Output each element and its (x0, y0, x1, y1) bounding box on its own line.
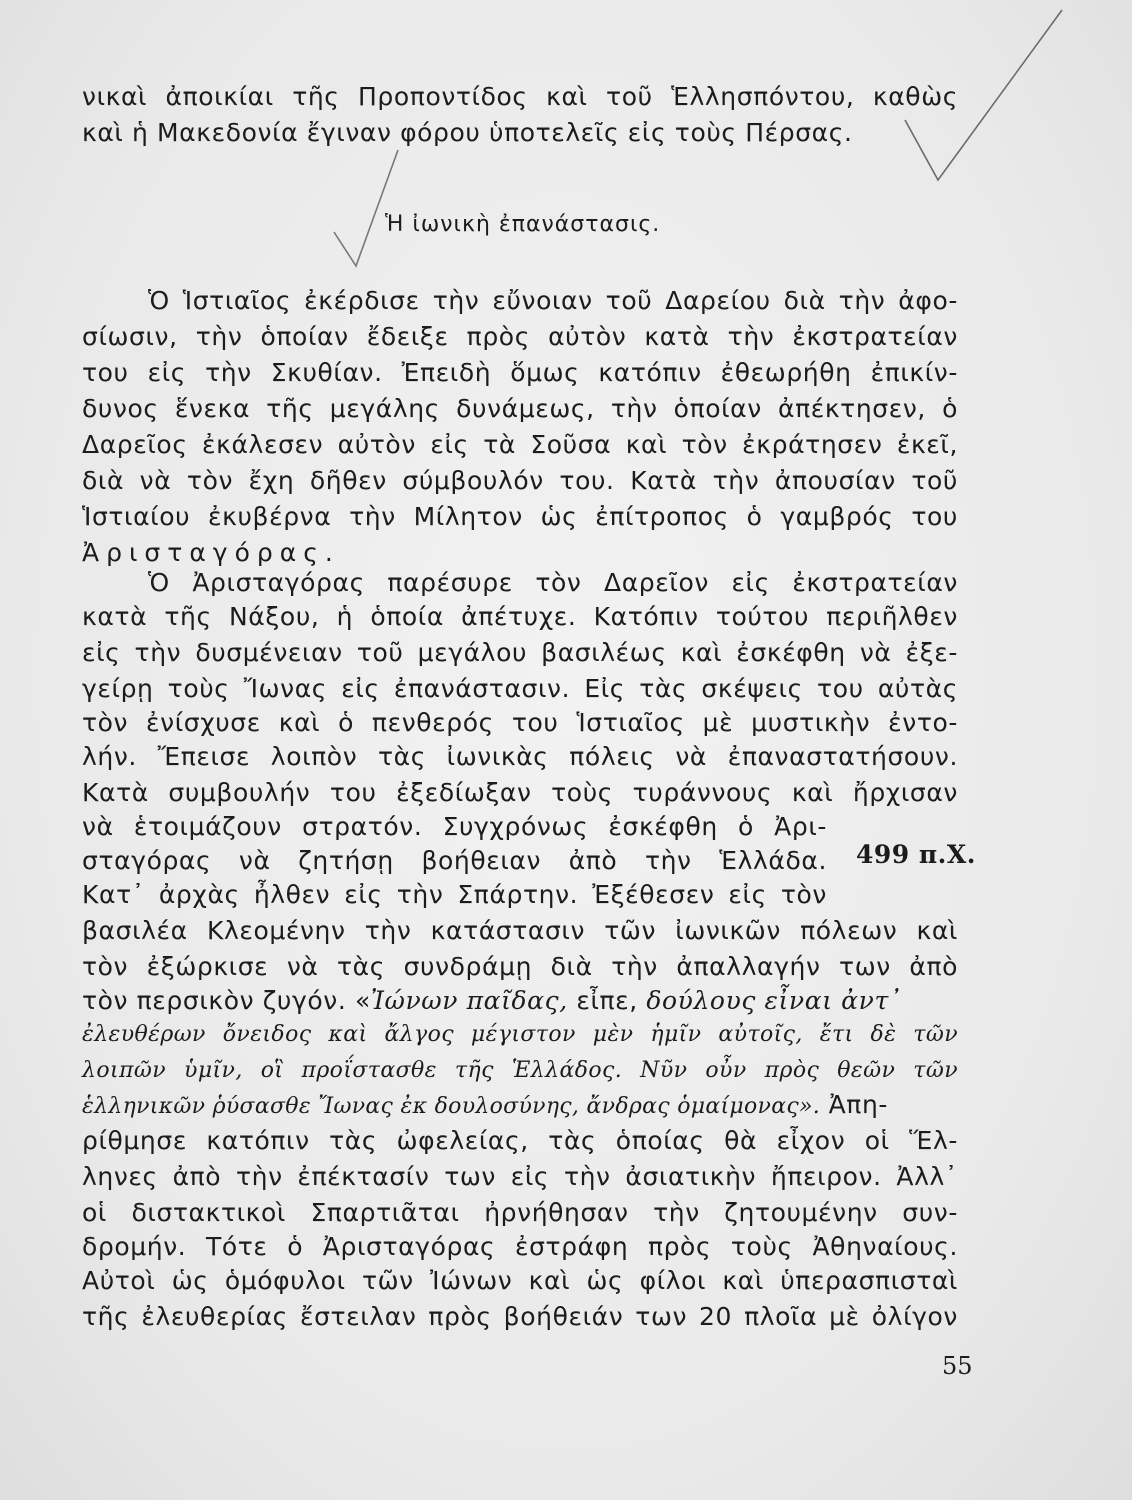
text-line: σίωσιν, τὴν ὁποίαν ἔδειξε πρὸς αὐτὸν κατὰ τὴν ἐκστρατείαν (82, 322, 958, 351)
text-line: διὰ νὰ τὸν ἔχη δῆθεν σύμβουλόν του. Κατὰ τὴν ἀπουσίαν τοῦ (82, 466, 958, 495)
section-heading: Ἡ ἰωνικὴ ἐπανάστασις. (385, 212, 661, 237)
text-line: εἰς τὴν δυσμένειαν τοῦ μεγάλου βασιλέως καὶ ἐσκέφθη νὰ ἐξε- (82, 638, 958, 667)
text-line-quote-start (82, 984, 958, 1018)
text-line-quote-end (82, 1088, 958, 1124)
quote-line: λοιπῶν ὑμῖν, οἳ προΐστασθε τῆς Ἑλλάδος. Νῦν οὖν πρὸς θεῶν τῶν (82, 1058, 958, 1083)
text-line: Ὁ Ἱστιαῖος ἐκέρδισε τὴν εὔνοιαν τοῦ Δαρείου διὰ τὴν ἀφο- (148, 286, 958, 315)
quote-text: δούλους εἶναι ἀντ᾽ (646, 986, 902, 1015)
text-line: Ἱστιαίου ἐκυβέρνα τὴν Μίλητον ὡς ἐπίτροπος ὁ γαμβρός του (82, 502, 958, 531)
text-line: βασιλέα Κλεομένην τὴν κατάστασιν τῶν ἰωνικῶν πόλεων καὶ (82, 916, 958, 945)
text-line: τὸν ἐνίσχυσε καὶ ὁ πενθερός του Ἱστιαῖος μὲ μυστικὴν ἐντο- (82, 708, 958, 737)
text-line: λήν. Ἔπεισε λοιπὸν τὰς ἰωνικὰς πόλεις νὰ ἐπαναστατήσουν. (82, 742, 958, 771)
quote-text: Ἰώνων παῖδας, (370, 986, 568, 1015)
text-line: δυνος ἕνεκα τῆς μεγάλης δυνάμεως, τὴν ὁποίαν ἀπέκτησεν, ὁ (82, 394, 958, 423)
text-line: καὶ ἡ Μακεδονία ἔγιναν φόρου ὑποτελεῖς εἰς τοὺς Πέρσας. (82, 118, 853, 147)
text-line: οἱ διστακτικοὶ Σπαρτιᾶται ἠρνήθησαν τὴν ζητουμένην συν- (82, 1198, 958, 1227)
margin-date-note: 499 π.Χ. (856, 840, 976, 869)
text-line: κατὰ τῆς Νάξου, ἡ ὁποία ἀπέτυχε. Κατόπιν τούτου περιῆλθεν (82, 602, 958, 631)
text-line: νὰ ἑτοιμάζουν στρατόν. Συγχρόνως ἐσκέφθη ὁ Ἀρι- (82, 812, 827, 841)
text-line: ληνες ἀπὸ τὴν ἐπέκτασίν των εἰς τὴν ἀσιατικὴν ἤπειρον. Ἀλλ᾽ (82, 1162, 958, 1191)
text-line: Ὁ Ἀρισταγόρας παρέσυρε τὸν Δαρεῖον εἰς ἐκστρατείαν (148, 568, 958, 597)
quote-line: ἐλευθέρων ὄνειδος καὶ ἄλγος μέγιστον μὲν ἡμῖν αὐτοῖς, ἔτι δὲ τῶν (82, 1022, 958, 1047)
page-number: 55 (942, 1352, 973, 1380)
text-line: Κατὰ συμβουλήν του ἐξεδίωξαν τοὺς τυράννους καὶ ἤρχισαν (82, 778, 958, 807)
text-line: νικαὶ ἀποικίαι τῆς Προποντίδος καὶ τοῦ Ἑλλησπόντου, καθὼς (82, 82, 958, 111)
text-line: τῆς ἐλευθερίας ἔστειλαν πρὸς βοήθειάν των 20 πλοῖα μὲ ὀλίγον (82, 1302, 958, 1331)
quote-lead-text: τὸν περσικὸν ζυγόν. « (82, 986, 371, 1015)
quote-text: ἑλληνικῶν ῥύσασθε Ἴωνας ἐκ δουλοσύνης, ἄνδρας ὁμαίμονας». (82, 1094, 821, 1119)
text-line: γείρῃ τοὺς Ἴωνας εἰς ἐπανάστασιν. Εἰς τὰς σκέψεις του αὐτὰς (82, 674, 958, 703)
text-line: σταγόρας νὰ ζητήσῃ βοήθειαν ἀπὸ τὴν Ἑλλάδα. (82, 846, 827, 875)
text-line: δρομήν. Τότε ὁ Ἀρισταγόρας ἐστράφη πρὸς τοὺς Ἀθηναίους. (82, 1232, 958, 1261)
text-line: Αὐτοὶ ὡς ὁμόφυλοι τῶν Ἰώνων καὶ ὡς φίλοι καὶ ὑπερασπισταὶ (82, 1266, 958, 1295)
text-line: τὸν ἐξώρκισε νὰ τὰς συνδράμῃ διὰ τὴν ἀπαλλαγήν των ἀπὸ (82, 952, 958, 981)
quote-said: εἶπε, (567, 986, 647, 1015)
check-mark-heading (334, 150, 398, 266)
text-line: του εἰς τὴν Σκυθίαν. Ἐπειδὴ ὅμως κατόπιν ἐθεωρήθη ἐπικίν- (82, 358, 958, 387)
text-line: ρίθμησε κατόπιν τὰς ὠφελείας, τὰς ὁποίας θὰ εἶχον οἱ Ἕλ- (82, 1126, 958, 1155)
text-line-name-spaced: Ἀρισταγόρας. (82, 538, 340, 567)
text-fragment: Ἀπη- (820, 1090, 889, 1119)
text-line: Δαρεῖος ἐκάλεσεν αὐτὸν εἰς τὰ Σοῦσα καὶ τὸν ἐκράτησεν ἐκεῖ, (82, 430, 958, 459)
text-line: Κατ᾽ ἀρχὰς ἦλθεν εἰς τὴν Σπάρτην. Ἐξέθεσεν εἰς τὸν (82, 880, 827, 909)
